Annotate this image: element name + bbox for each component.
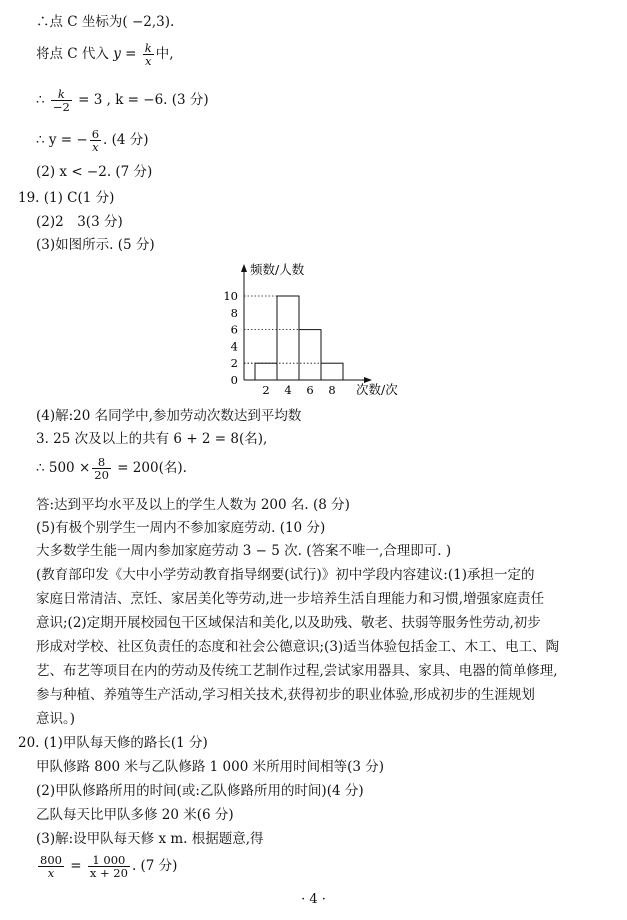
y-tick-label: 2 [230, 356, 238, 371]
equation-line [36, 456, 187, 481]
denominator: x + 20 [89, 866, 128, 880]
equation-line [36, 88, 209, 113]
text-segment: . (7 分) [131, 858, 178, 874]
y-tick-label: 6 [230, 322, 238, 337]
variable: y [113, 46, 121, 62]
numerator: 6 [91, 127, 100, 141]
text-line: 艺、布艺等项目在内的劳动及传统工艺制作过程,尝试家用器具、家具、电器的简单修理, [36, 663, 558, 679]
y-tick-label: 8 [230, 305, 238, 320]
denominator: x [144, 54, 152, 68]
histogram-bar [299, 330, 321, 380]
text-line: 意识。) [36, 711, 76, 727]
x-tick-label: 2 [262, 383, 270, 397]
question-heading: 20. (1)甲队每天修的路长(1 分) [18, 735, 208, 751]
text-segment: ∴ [36, 92, 49, 108]
text-segment: = 3 , k = −6. (3 分) [73, 92, 209, 108]
x-tick-label: 4 [284, 383, 292, 397]
text-line: (3)如图所示. (5 分) [36, 237, 155, 253]
text-line: 甲队修路 800 米与乙队修路 1 000 米所用时间相等(3 分) [36, 759, 384, 775]
numerator: 1 000 [88, 854, 130, 867]
fraction [92, 456, 111, 481]
histogram-bar [255, 363, 277, 380]
denominator: −2 [52, 100, 70, 114]
text-segment: = 200(名). [112, 460, 187, 476]
text-segment: . (4 分) [103, 132, 149, 148]
text-segment: = [120, 46, 141, 62]
text-line: (2)甲队修路所用的时间(或:乙队修路所用的时间)(4 分) [36, 783, 364, 799]
numerator: k [144, 41, 152, 55]
x-tick-label: 6 [306, 383, 314, 397]
y-axis-arrow [241, 264, 247, 272]
x-axis-title: 次数/次 [356, 382, 398, 397]
denominator: x [47, 866, 55, 880]
y-tick-label: 4 [230, 339, 238, 354]
fraction [38, 854, 64, 879]
page-number: · 4 · [301, 892, 326, 907]
text-line: (4)解:20 名同学中,参加劳动次数达到平均数 [36, 408, 302, 424]
frequency-histogram [222, 258, 412, 398]
histogram-bar [321, 363, 343, 380]
text-line: 3. 25 次及以上的共有 6 + 2 = 8(名), [36, 431, 268, 447]
denominator: 20 [94, 468, 109, 482]
equation-line [36, 42, 174, 67]
text-line: 乙队每天比甲队多修 20 米(6 分) [36, 807, 234, 823]
fraction [143, 42, 154, 67]
text-line: (2) x < −2. (7 分) [36, 164, 153, 180]
origin-label: 0 [230, 373, 238, 387]
fraction [88, 854, 130, 879]
text-segment: 中, [155, 46, 174, 62]
text-line: 意识;(2)定期开展校园包干区域保洁和美化,以及助残、敬老、扶弱等服务性劳动,初步 [36, 615, 541, 631]
denominator: x [92, 140, 99, 154]
fraction [90, 128, 101, 153]
text-line: 参与种植、养殖等生产活动,学习相关技术,获得初步的职业体验,形成初步的生涯规划 [36, 687, 535, 703]
numerator: 8 [92, 456, 111, 469]
numerator: k [51, 88, 72, 101]
text-line: (5)有极个别学生一周内不参加家庭劳动. (10 分) [36, 520, 326, 536]
y-axis-title: 频数/人数 [250, 262, 305, 277]
text-line: (3)解:设甲队每天修 x m. 根据题意,得 [36, 831, 264, 847]
y-tick-label: 10 [223, 289, 238, 303]
text-segment: = [65, 858, 86, 874]
text-line: 大多数学生能一周内参加家庭劳动 3 − 5 次. (答案不唯一,合理即可. ) [36, 543, 452, 559]
question-heading: 19. (1) C(1 分) [18, 190, 115, 206]
text-line: (教育部印发《大中小学劳动教育指导纲要(试行)》初中学段内容建议:(1)承担一定的 [36, 567, 535, 583]
text-line: 家庭日常清洁、烹饪、家居美化等劳动,进一步培养生活自理能力和习惯,增强家庭责任 [36, 591, 545, 607]
fraction [51, 88, 72, 113]
numerator: 800 [40, 853, 62, 867]
text-segment: 将点 C 代入 [36, 46, 114, 62]
text-segment: ∴ 500 × [36, 460, 91, 476]
x-tick-label: 8 [328, 383, 336, 397]
text-line: ∴点 C 坐标为( −2,3). [36, 14, 175, 30]
text-segment: ∴ y = − [36, 132, 88, 148]
text-line: 答:达到平均水平及以上的学生人数为 200 名. (8 分) [36, 497, 350, 513]
text-line: 形成对学校、社区负责任的态度和社会公德意识;(3)适当体验包括金工、木工、电工、陶 [36, 639, 560, 655]
text-line: (2)2 3(3 分) [36, 214, 123, 230]
histogram-bar [277, 296, 299, 380]
equation-line [36, 128, 149, 153]
equation-line [36, 854, 177, 879]
